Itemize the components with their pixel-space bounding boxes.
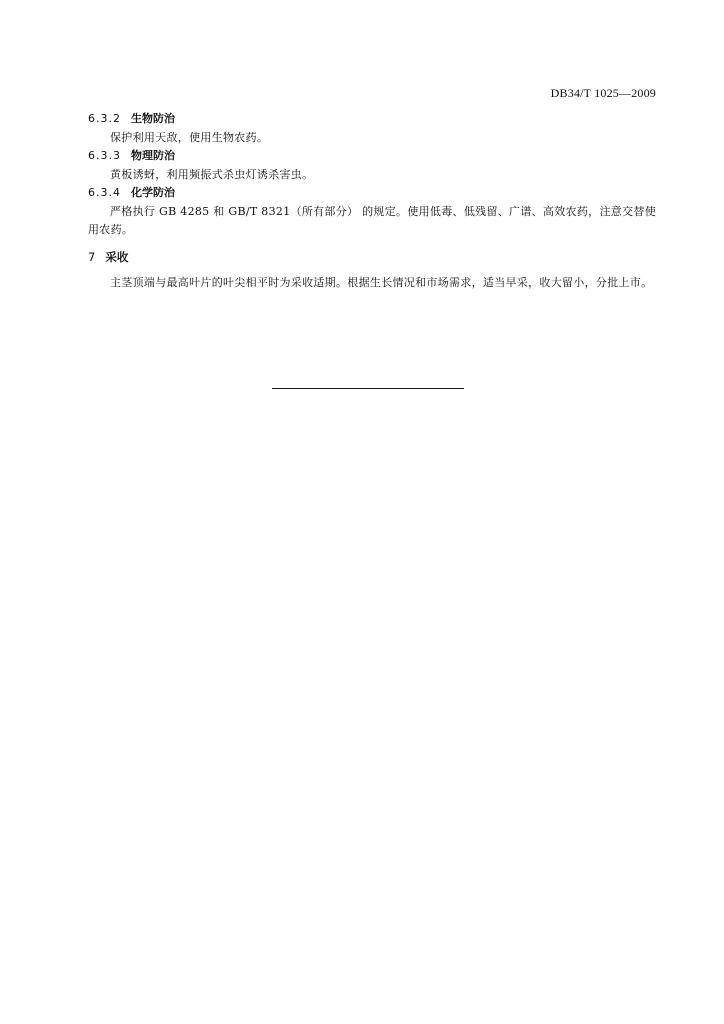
chapter-number: 7	[88, 249, 96, 264]
section-heading-6-3-4	[88, 184, 656, 203]
section-heading-6-3-2	[88, 110, 656, 129]
document-body	[88, 110, 656, 293]
end-of-document-rule	[272, 388, 464, 389]
section-number: 6.3.3	[88, 149, 121, 162]
chapter-heading-7	[88, 248, 656, 267]
document-code: DB34/T 1025—2009	[550, 86, 656, 100]
chapter-title: 采收	[105, 249, 129, 264]
section-title: 物理防治	[131, 149, 175, 162]
section-title: 化学防治	[131, 186, 175, 199]
section-paragraph: 黄板诱蚜，利用频振式杀虫灯诱杀害虫。	[110, 167, 314, 181]
section-paragraph: 严格执行 GB 4285 和 GB/T 8321（所有部分） 的规定。使用低毒、低残留、广谱、高效农药，注意交替使用农药。	[88, 204, 656, 236]
section-number: 6.3.2	[88, 112, 121, 125]
chapter-paragraph: 主茎顶端与最高叶片的叶尖相平时为采收适期。根据生长情况和市场需求，适当早采，收大留小，分批上市。	[110, 276, 653, 289]
section-number: 6.3.4	[88, 186, 121, 199]
section-title: 生物防治	[131, 112, 175, 125]
section-heading-6-3-3	[88, 147, 656, 166]
section-paragraph: 保护利用天敌，使用生物农药。	[110, 130, 269, 144]
